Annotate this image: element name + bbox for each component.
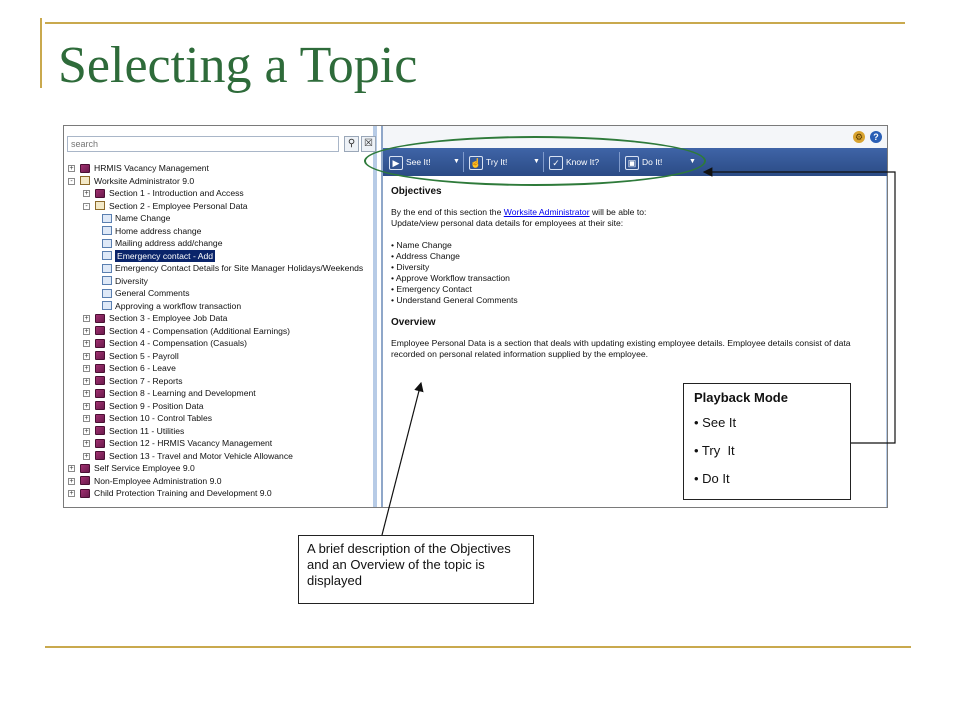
- see-it-dropdown-icon[interactable]: ▼: [453, 158, 460, 165]
- tree-node[interactable]: [68, 375, 373, 388]
- book-icon: [95, 389, 105, 398]
- tree-node[interactable]: [68, 400, 373, 413]
- tree-node-label: Emergency Contact Details for Site Manager Holidays/Weekends: [115, 263, 364, 273]
- tree-node-label: Section 11 - Utilities: [109, 425, 185, 436]
- search-row: [67, 136, 375, 154]
- objectives-intro: [391, 207, 883, 218]
- expand-icon[interactable]: +: [69, 490, 74, 497]
- book-icon: [95, 426, 105, 435]
- know-it-label: Know It?: [566, 157, 600, 167]
- tree-node[interactable]: [68, 175, 373, 188]
- tree-node-label: Child Protection Training and Development 9.0: [94, 488, 272, 498]
- tree-node-label: Section 2 - Employee Personal Data: [109, 200, 248, 211]
- tree-node[interactable]: [68, 162, 373, 175]
- tree-node[interactable]: [68, 425, 373, 438]
- topic-icon: [102, 239, 112, 248]
- tree-node[interactable]: [68, 312, 373, 325]
- slide-left-rule: [40, 18, 42, 88]
- tree-node[interactable]: [68, 275, 373, 288]
- book-icon: [80, 476, 90, 485]
- tree-node[interactable]: [68, 337, 373, 350]
- see-it-label: See It!: [406, 157, 431, 167]
- outline-pane: [64, 126, 377, 508]
- expand-icon[interactable]: +: [84, 352, 89, 360]
- tree-node-label: Section 9 - Position Data: [109, 400, 204, 411]
- playback-mode-title: Playback Mode: [694, 390, 788, 405]
- tree-node[interactable]: [68, 262, 373, 275]
- overview-heading: Overview: [391, 317, 436, 328]
- topic-icon: [102, 301, 112, 310]
- tree-node-label: Section 10 - Control Tables: [109, 413, 213, 423]
- objective-item: • Approve Workflow transaction: [391, 273, 510, 283]
- expand-icon[interactable]: +: [84, 377, 89, 385]
- tree-node-selected[interactable]: [68, 250, 373, 263]
- expand-icon[interactable]: +: [84, 415, 89, 422]
- do-it-label: Do It!: [642, 157, 663, 167]
- playback-mode-item: • Do It: [694, 471, 730, 486]
- expand-icon[interactable]: +: [84, 427, 89, 435]
- tree-node-label: Section 12 - HRMIS Vacancy Management: [109, 438, 273, 448]
- topic-icon: [102, 264, 112, 273]
- book-icon: [80, 164, 90, 173]
- objective-item: • Understand General Comments: [391, 295, 518, 305]
- tree-node[interactable]: [68, 387, 373, 400]
- tree-node-label: Section 4 - Compensation (Additional Earnings): [109, 325, 291, 336]
- toolbar-highlight-ellipse: [364, 136, 706, 186]
- tree-node[interactable]: [68, 187, 373, 200]
- tree-node[interactable]: [68, 300, 373, 313]
- topic-icon: [102, 226, 112, 235]
- tree-node[interactable]: [68, 450, 373, 463]
- tree-node-label: Home address change: [115, 225, 202, 236]
- worksite-administrator-link[interactable]: Worksite Administrator: [503, 207, 590, 217]
- tree-node-label: Emergency contact - Add: [117, 250, 214, 261]
- book-icon: [95, 439, 105, 448]
- book-icon: [95, 401, 105, 410]
- playback-mode-item: • See It: [694, 415, 737, 430]
- tree-node[interactable]: [68, 487, 373, 500]
- overview-text: Employee Personal Data is a section that deals with updating existing employee details. Employee details consist of data recorded on personal related information supplied by the employee.: [391, 338, 851, 359]
- book-icon: [95, 376, 105, 385]
- collapse-icon[interactable]: -: [83, 203, 90, 210]
- tree-node-label: Section 7 - Reports: [109, 375, 183, 386]
- tree-node-label: Approving a workflow transaction: [115, 300, 242, 311]
- tree-node-label: Mailing address add/change: [115, 238, 223, 248]
- intro-text-end: will be able to:: [589, 207, 647, 217]
- tree-node-label: Self Service Employee 9.0: [94, 463, 195, 473]
- tree-node[interactable]: [68, 200, 373, 213]
- tree-node[interactable]: [68, 237, 373, 250]
- expand-icon[interactable]: +: [84, 440, 89, 447]
- book-icon: [95, 351, 105, 360]
- book-icon: [95, 414, 105, 423]
- expand-icon[interactable]: +: [69, 165, 74, 172]
- tree-node[interactable]: [68, 287, 373, 300]
- expand-icon[interactable]: +: [69, 477, 74, 485]
- book-icon: [80, 489, 90, 498]
- tree-node-label: Section 13 - Travel and Motor Vehicle Allowance: [109, 450, 293, 461]
- try-it-label: Try It!: [486, 157, 508, 167]
- tree-node-label: Diversity: [115, 275, 148, 286]
- tree-node-label: Non-Employee Administration 9.0: [94, 475, 222, 486]
- magnifier-icon: ⚲: [347, 138, 356, 149]
- tree-node-label: Worksite Administrator 9.0: [94, 175, 195, 186]
- book-icon: [80, 464, 90, 473]
- clear-icon: ☒: [364, 138, 373, 149]
- tree-node[interactable]: [68, 412, 373, 425]
- book-icon: [95, 326, 105, 335]
- expand-icon[interactable]: +: [84, 327, 89, 335]
- clear-search-button[interactable]: [361, 136, 376, 152]
- slide-bottom-rule: [45, 646, 911, 648]
- tree-node[interactable]: [68, 350, 373, 363]
- window-cursor-icon: ▣: [625, 156, 639, 170]
- tree-node-label: Section 8 - Learning and Development: [109, 388, 256, 398]
- tree-node-label: Section 3 - Employee Job Data: [109, 313, 228, 323]
- tree-node[interactable]: [68, 475, 373, 488]
- topic-tree: [68, 162, 373, 500]
- scrollbar-edge[interactable]: [886, 176, 888, 508]
- objective-item: • Address Change: [391, 251, 460, 261]
- book-icon: [95, 364, 105, 373]
- expand-icon[interactable]: +: [84, 365, 89, 372]
- book-icon: [95, 314, 105, 323]
- topic-icon: [102, 276, 112, 285]
- search-input[interactable]: [67, 136, 339, 152]
- play-icon: ▶: [389, 156, 403, 170]
- book-icon: [95, 339, 105, 348]
- expand-icon[interactable]: +: [84, 390, 89, 397]
- topic-content: [391, 186, 883, 360]
- expand-icon[interactable]: +: [84, 315, 89, 322]
- expand-icon[interactable]: +: [84, 190, 89, 197]
- help-icon[interactable]: ?: [870, 131, 882, 143]
- tree-node-label: Section 1 - Introduction and Access: [109, 188, 244, 198]
- topic-icon: [102, 251, 112, 260]
- tree-node-label: Name Change: [115, 213, 171, 223]
- tree-node-label: HRMIS Vacancy Management: [94, 163, 209, 173]
- objective-item: • Diversity: [391, 262, 430, 272]
- objective-item: • Name Change: [391, 240, 452, 250]
- open-book-icon: [80, 176, 90, 185]
- tree-node[interactable]: [68, 437, 373, 450]
- playback-mode-callout: [683, 383, 851, 500]
- collapse-icon[interactable]: -: [68, 178, 75, 185]
- settings-icon[interactable]: ⚙: [854, 132, 864, 142]
- do-it-dropdown-icon[interactable]: ▼: [689, 158, 696, 165]
- tree-node[interactable]: [68, 362, 373, 375]
- tree-node[interactable]: [68, 462, 373, 475]
- hand-icon: ☝: [470, 157, 482, 168]
- book-icon: [95, 451, 105, 460]
- playback-mode-item: • Try It: [694, 443, 735, 458]
- slide-top-rule: [45, 22, 905, 24]
- tree-node-label: Section 6 - Leave: [109, 363, 176, 373]
- expand-icon[interactable]: +: [69, 465, 74, 472]
- tree-node-label: Section 5 - Payroll: [109, 350, 179, 361]
- objectives-intro-line2: Update/view personal data details for employees at their site:: [391, 218, 624, 228]
- expand-icon[interactable]: +: [84, 340, 89, 347]
- objectives-list: [391, 240, 883, 306]
- slide-title: Selecting a Topic: [58, 37, 418, 94]
- tree-node[interactable]: [68, 325, 373, 338]
- intro-text: By the end of this section the: [391, 207, 504, 217]
- tree-node-label: Section 4 - Compensation (Casuals): [109, 338, 248, 348]
- expand-icon[interactable]: +: [84, 452, 89, 460]
- objectives-heading: Objectives: [391, 186, 442, 197]
- try-it-dropdown-icon[interactable]: ▼: [533, 158, 540, 165]
- checklist-icon: ✓: [549, 156, 563, 170]
- tree-node[interactable]: [68, 212, 373, 225]
- tree-node-label: General Comments: [115, 288, 190, 298]
- search-button[interactable]: [344, 136, 359, 152]
- topic-icon: [102, 289, 112, 298]
- expand-icon[interactable]: +: [84, 402, 89, 410]
- tree-node[interactable]: [68, 225, 373, 238]
- book-icon: [95, 189, 105, 198]
- objective-item: • Emergency Contact: [391, 284, 472, 294]
- playback-mode-list: [694, 415, 850, 486]
- open-book-icon: [95, 201, 105, 210]
- description-callout: A brief description of the Objectives and an Overview of the topic is displayed: [298, 535, 534, 604]
- topic-icon: [102, 214, 112, 223]
